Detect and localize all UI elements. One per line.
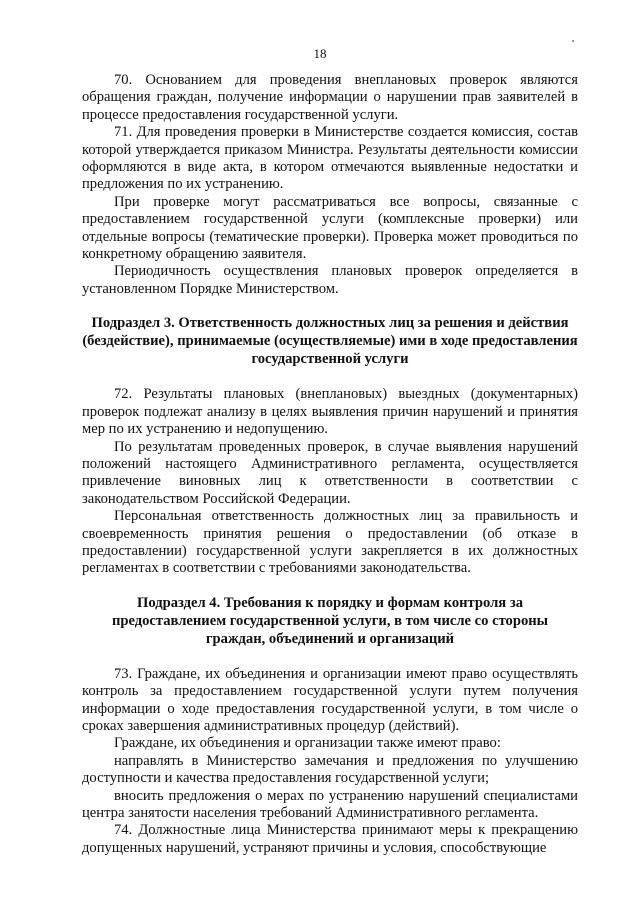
paragraph: По результатам проведенных проверок, в случае выявления нарушений положений настоящего Административного регламента, осуществляется привлечение виновных лиц к ответственности в соответствии с законодательством Российской Федерации.	[82, 438, 578, 507]
section-heading: Подраздел 3. Ответственность должностных лиц за решения и действия (бездействие), принимаемые (осуществляемые) ими в ходе предоставления государственной услуги	[82, 315, 578, 368]
scan-mark	[572, 40, 574, 42]
paragraph: Периодичность осуществления плановых проверок определяется в установленном Порядке Министерством.	[82, 263, 578, 297]
paragraph: 72. Результаты плановых (внеплановых) выездных (документарных) проверок подлежат анализу в целях выявления причин нарушений и принятия мер по их устранению и недопущению.	[82, 386, 578, 438]
page-number: 18	[313, 46, 327, 61]
paragraph: 73. Граждане, их объединения и организации имеют право осуществлять контроль за предоставлением государственной услуги путем получения информации о ходе предоставления государственной услуги, в том числе о сроках завершения административных процедур (действий).	[82, 665, 578, 734]
paragraph: Граждане, их объединения и организации также имеют право:	[114, 735, 501, 752]
paragraph: Персональная ответственность должностных лиц за правильность и своевременность принятия решения о предоставлении (об отказе в предоставлении) государственной услуги закрепляется в их должностных регламентах в соответствии с требованиями законодательства.	[82, 508, 578, 577]
section-heading: Подраздел 4. Требования к порядку и формам контроля за предоставлением государственной услуги, в том числе со стороны граждан, объединений и организаций	[111, 594, 549, 647]
paragraph: 74. Должностные лица Министерства принимают меры к прекращению допущенных нарушений, устраняют причины и условия, способствующие	[82, 822, 578, 856]
paragraph: 71. Для проведения проверки в Министерстве создается комиссия, состав которой утверждается приказом Министра. Результаты деятельности комиссии оформляются в виде акта, в котором отмечаются выявленные недостатки и предложения по их устранению.	[82, 124, 578, 193]
paragraph: вносить предложения о мерах по устранению нарушений специалистами центра занятости населения требований Административного регламента.	[82, 787, 578, 821]
paragraph: направлять в Министерство замечания и предложения по улучшению доступности и качества предоставления государственной услуги;	[82, 752, 578, 787]
paragraph: При проверке могут рассматриваться все вопросы, связанные с предоставлением государственной услуги (комплексные проверки) или отдельные вопросы (тематические проверки). Проверка может проводиться по конкретному обращению заявителя.	[82, 193, 578, 263]
paragraph: 70. Основанием для проведения внеплановых проверок являются обращения граждан, получение информации о нарушении прав заявителей в процессе предоставления государственной услуги.	[82, 72, 578, 123]
document-body	[82, 72, 578, 857]
